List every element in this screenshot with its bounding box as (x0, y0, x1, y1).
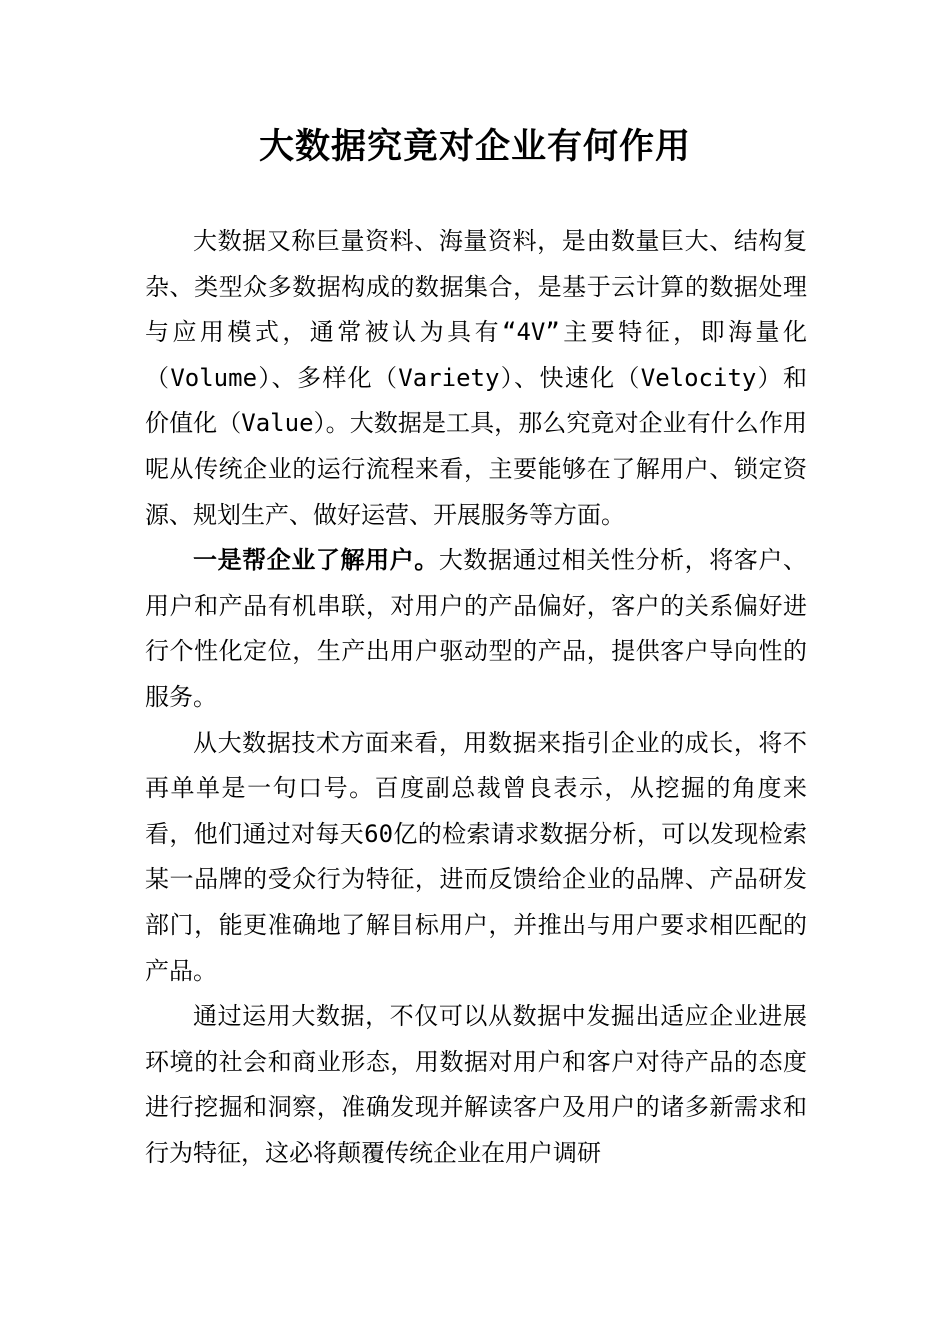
paragraph-intro (145, 219, 807, 538)
paragraph-understand-users (145, 538, 807, 720)
paragraph-applications (145, 994, 807, 1176)
document-title: 大数据究竟对企业有何作用 (258, 126, 691, 167)
paragraph-text: 大数据通过相关性分析，将客户、用户和产品有机串联，对用户的产品偏好，客户的关系偏好进行个性化定位，生产出用户驱动型的产品，提供客户导向性的服务。 (145, 546, 808, 711)
paragraph-text: 通过运用大数据，不仅可以从数据中发掘出适应企业进展环境的社会和商业形态，用数据对用户和客户对待产品的态度进行挖掘和洞察，准确发现并解读客户及用户的诸多新需求和行为特征，这必将颠覆传统企业在用户调研 (145, 1002, 807, 1167)
document-body (145, 219, 807, 1176)
paragraph-lead-heading: 一是帮企业了解用户。 (193, 546, 439, 575)
paragraph-text: 从大数据技术方面来看，用数据来指引企业的成长，将不再单单是一句口号。百度副总裁曾良表示，从挖掘的角度来看，他们通过对每天60亿的检索请求数据分析，可以发现检索某一品牌的受众行为特征，进而反馈给企业的品牌、产品研发部门，能更准确地了解目标用户，并推出与用户要求相匹配的产品。 (145, 728, 807, 985)
paragraph-technology (145, 721, 807, 995)
paragraph-text: 大数据又称巨量资料、海量资料，是由数量巨大、结构复杂、类型众多数据构成的数据集合，是基于云计算的数据处理与应用模式，通常被认为具有“4V”主要特征，即海量化（Volume）、多样化（Variety）、快速化（Velocity）和价值化（Value）。大数据是工具，那么究竟对企业有什么作用呢从传统企业的运行流程来看，主要能够在了解用户、锁定资源、规划生产、做好运营、开展服务等方面。 (145, 227, 807, 529)
